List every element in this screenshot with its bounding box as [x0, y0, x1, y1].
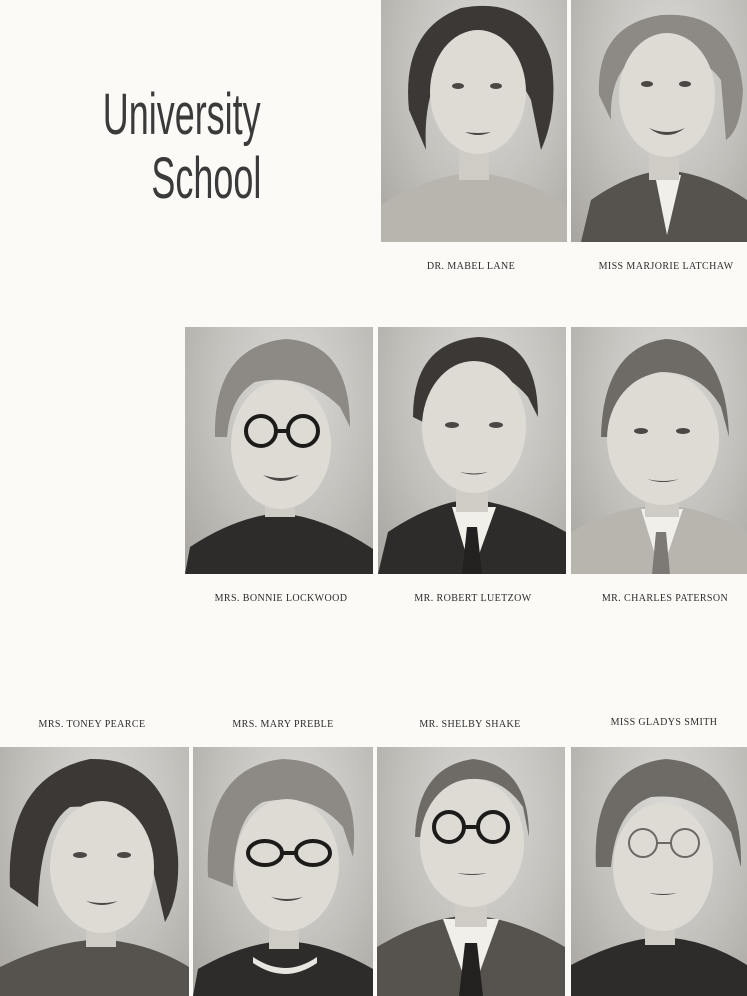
page-title-line-2: School — [151, 146, 261, 211]
portrait-marjorie-latchaw — [571, 0, 747, 242]
portrait-toney-pearce — [0, 747, 189, 996]
portrait-woman-glasses-icon — [571, 747, 747, 996]
portrait-mary-preble — [193, 747, 373, 996]
portrait-woman-icon — [571, 0, 747, 242]
portrait-gladys-smith — [571, 747, 747, 996]
caption-toney-pearce: MRS. TONEY PEARCE — [38, 719, 146, 730]
portrait-man-icon — [571, 327, 747, 574]
portrait-mabel-lane — [381, 0, 567, 242]
portrait-woman-icon — [0, 747, 189, 996]
portrait-robert-luetzow — [378, 327, 566, 574]
portrait-man-icon — [378, 327, 566, 574]
caption-bonnie-lockwood: MRS. BONNIE LOCKWOOD — [214, 593, 348, 604]
portrait-woman-glasses-icon — [185, 327, 373, 574]
caption-mabel-lane: DR. MABEL LANE — [426, 261, 516, 272]
portrait-woman-icon — [381, 0, 567, 242]
caption-charles-paterson: MR. CHARLES PATERSON — [601, 593, 729, 604]
caption-gladys-smith: MISS GLADYS SMITH — [610, 717, 718, 728]
caption-robert-luetzow: MR. ROBERT LUETZOW — [414, 593, 532, 604]
portrait-shelby-shake — [377, 747, 565, 996]
portrait-charles-paterson — [571, 327, 747, 574]
portrait-bonnie-lockwood — [185, 327, 373, 574]
portrait-man-glasses-icon — [377, 747, 565, 996]
caption-marjorie-latchaw: MISS MARJORIE LATCHAW — [598, 261, 734, 272]
page-title-line-1: University — [103, 82, 261, 147]
caption-shelby-shake: MR. SHELBY SHAKE — [419, 719, 521, 730]
caption-mary-preble: MRS. MARY PREBLE — [232, 719, 334, 730]
portrait-woman-glasses-icon — [193, 747, 373, 996]
